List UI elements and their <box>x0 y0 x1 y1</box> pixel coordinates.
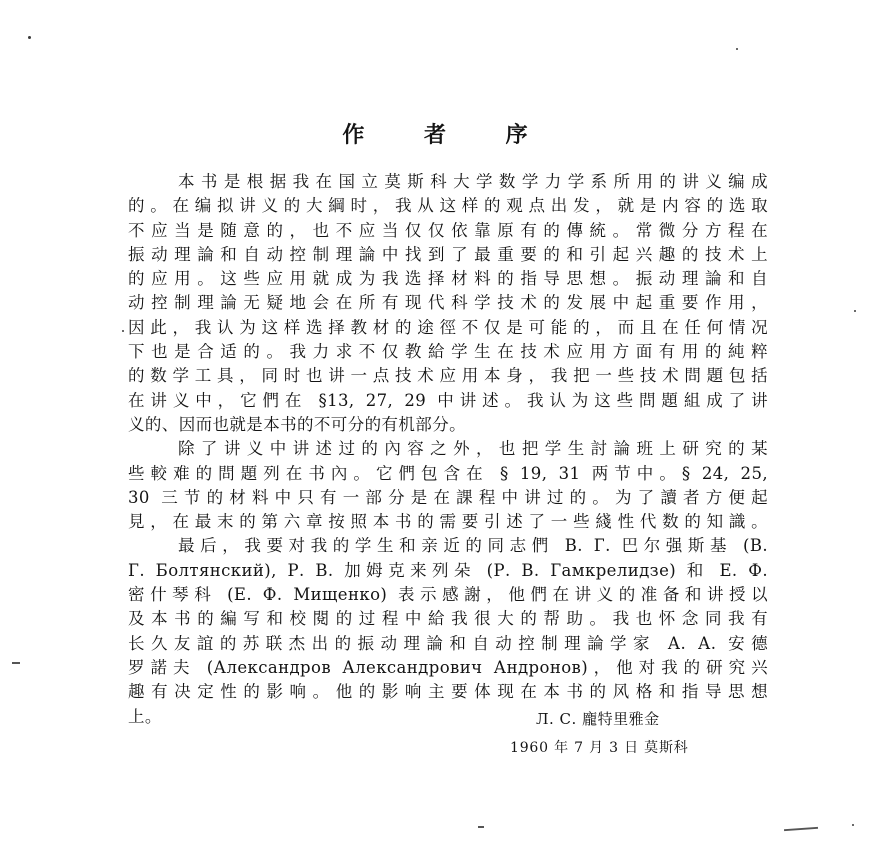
scan-speck <box>852 824 854 826</box>
text-line: Г. Болтянский), Р. В. 加姆克来列朵 (Р. В. Гамкрелидзе) 和 Е. Ф. <box>128 560 768 580</box>
scan-speck <box>28 36 31 39</box>
text-line: 长久友誼的苏联杰出的振动理論和自动控制理論学家 А. А. 安德 <box>128 633 768 653</box>
text-line: 除了讲义中讲述过的內容之外，也把学生討論班上研究的某 <box>178 439 768 459</box>
scan-speck <box>736 48 738 50</box>
page-title: 作 者 序 <box>342 122 554 148</box>
text-line: 最后，我要对我的学生和亲近的同志們 В. Г. 巴尔强斯基 (В. <box>178 536 768 556</box>
text-line: 本书是根据我在国立莫斯科大学数学力学系所用的讲义编成 <box>178 172 768 191</box>
text-line: 些較难的問題列在书內。它們包含在 § 19, 31 两节中。§ 24, 25, <box>128 463 768 483</box>
preface-body <box>128 170 768 729</box>
text-line: 的。在编拟讲义的大綱时，我从这样的观点出发，就是内容的选取 <box>128 196 768 216</box>
text-line: 及本书的編写和校閱的过程中給我很大的帮助。我也怀念同我有 <box>128 609 768 629</box>
text-line: 下也是合适的。我力求不仅教給学生在技术应用方面有用的純粹 <box>128 342 768 362</box>
scan-speck <box>854 310 856 312</box>
text-line: 的数学工具，同时也讲一点技术应用本身，我把一些技术問題包括 <box>128 366 768 386</box>
text-line: 30 三节的材料中只有一部分是在課程中讲过的。为了讀者方便起 <box>128 487 768 507</box>
text-line: 动控制理論无疑地会在所有现代科学技术的发展中起重要作用， <box>128 293 768 313</box>
scan-speck <box>122 330 124 332</box>
text-line: 义的、因而也就是本书的不可分的有机部分。 <box>128 414 466 434</box>
scan-mark <box>478 826 484 828</box>
text-line: 趣有决定性的影响。他的影响主要体现在本书的风格和指导思想 <box>128 682 768 702</box>
scan-mark <box>12 662 20 664</box>
text-line: 振动理論和自动控制理論中找到了最重要的和引起兴趣的技术上 <box>128 244 768 264</box>
text-line: 上。 <box>128 706 162 726</box>
text-line: 在讲义中，它們在 §13, 27, 29 中讲述。我认为这些問題組成了讲 <box>128 390 768 410</box>
text-line: 不应当是随意的，也不应当仅仅依靠原有的傳統。常微分方程在 <box>128 220 768 240</box>
text-line: 密什琴科 (Е. Ф. Мищенко) 表示感謝，他們在讲义的准备和讲授以 <box>128 585 768 605</box>
author-signature: Л. С. 龐特里雅金 <box>536 710 660 728</box>
text-line: 見，在最末的第六章按照本书的需要引述了一些綫性代数的知識。 <box>128 512 768 532</box>
text-line: 罗諾夫 (Александров Александрович Андронов)，他对我的研究兴 <box>128 657 768 677</box>
text-line: 的应用。这些应用就成为我选择材料的指导思想。振动理論和自 <box>128 269 768 289</box>
scan-mark <box>784 827 818 831</box>
text-line: 因此，我认为这样选择教材的途徑不仅是可能的，而且在任何情况 <box>128 317 768 337</box>
date-place: 1960 年 7 月 3 日 莫斯科 <box>510 740 689 756</box>
